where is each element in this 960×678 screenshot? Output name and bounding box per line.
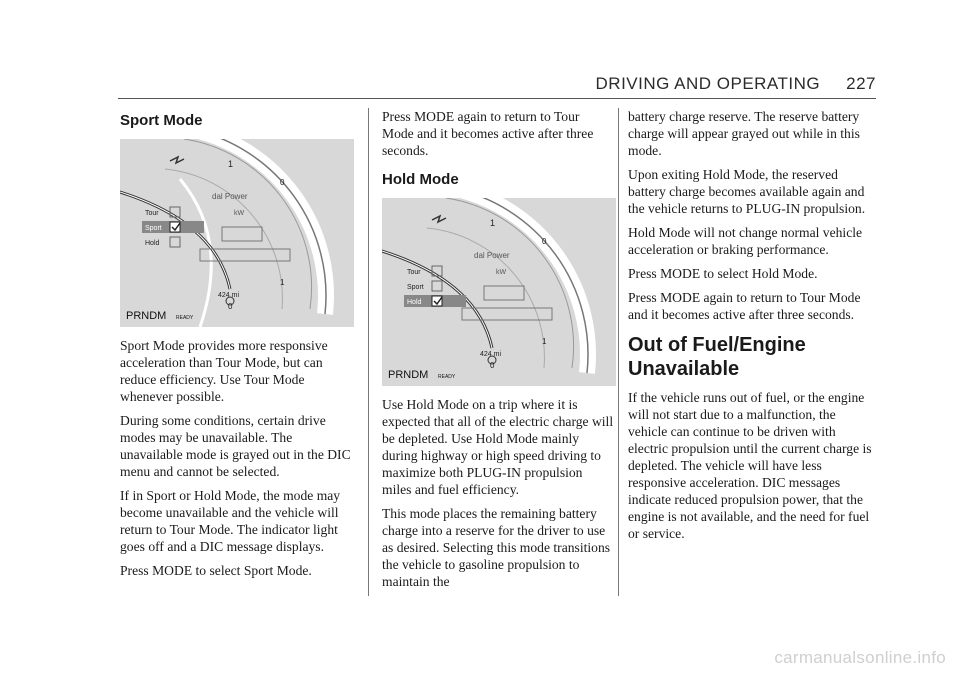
sport-mode-heading: Sport Mode xyxy=(120,112,203,129)
sport-paragraph-2: During some conditions, certain drive modes may be unavailable. The unavailable mode is grayed out in the DIC menu and cannot be selected. xyxy=(120,413,351,479)
fig-hold-label: Hold xyxy=(145,240,160,247)
fig-ready-label: READY xyxy=(438,374,456,380)
fig-tick-0b: 0 xyxy=(228,302,233,311)
out-of-fuel-paragraph: If the vehicle runs out of fuel, or the engine will not start due to a malfunction, the vehicle can continue to be driven with electric propulsion until the current charge is depleted. The vehicle will have less responsive acceleration. DIC messages indicate reduced propulsion power, that the engine is not available, and the need for fuel or service. xyxy=(628,390,872,541)
sport-paragraph-3: If in Sport or Hold Mode, the mode may become unavailable and the vehicle will return to Tour Mode. The indicator light goes off and a DIC message displays. xyxy=(120,488,341,554)
fig-tick-0: 0 xyxy=(542,237,547,246)
section-title: DRIVING AND OPERATING xyxy=(595,74,821,93)
fig-tick-1: 1 xyxy=(228,159,234,169)
fig-tick-1b: 1 xyxy=(280,278,285,287)
fig-tick-0: 0 xyxy=(280,178,285,187)
hold-continued-paragraph-3: Hold Mode will not change normal vehicle acceleration or braking performance. xyxy=(628,225,863,257)
hold-continued-paragraph-2: Upon exiting Hold Mode, the reserved battery charge becomes available again and the vehicle returns to PLUG-IN propulsion. xyxy=(628,167,866,216)
sport-mode-cluster-image xyxy=(120,139,354,327)
fig-kw-label: kW xyxy=(496,269,507,276)
column-2 xyxy=(382,108,614,597)
fig-ready-label: READY xyxy=(176,315,194,321)
hold-mode-heading: Hold Mode xyxy=(382,171,459,188)
cluster-illustration xyxy=(382,198,616,386)
fig-hold-label: Hold xyxy=(407,299,422,306)
hold-continued-paragraph-1: battery charge reserve. The reserve battery charge will appear grayed out while in this mode. xyxy=(628,109,860,158)
fig-tour-label: Tour xyxy=(145,210,159,217)
watermark: carmanualsonline.info xyxy=(774,648,946,667)
fig-kw-label: kW xyxy=(234,210,245,217)
hold-mode-cluster-image xyxy=(382,198,616,386)
fig-gear-label: PRNDM xyxy=(126,310,167,322)
header-rule xyxy=(118,98,876,99)
fig-gear-label: PRNDM xyxy=(388,369,429,381)
fig-tick-1b: 1 xyxy=(542,337,547,346)
hold-paragraph-2: This mode places the remaining battery charge into a reserve for the driver to use as desired. Selecting this mode transitions the vehicle to gasoline propulsion to maintain the xyxy=(382,506,611,589)
out-of-fuel-heading: Out of Fuel/Engine Unavailable xyxy=(628,334,806,380)
sport-paragraph-1: Sport Mode provides more responsive acceleration than Tour Mode, but can reduce efficiency. Use Tour Mode whenever possible. xyxy=(120,338,328,404)
fig-range-label: 424 mi xyxy=(218,292,240,299)
column-divider-1 xyxy=(368,108,369,596)
column-divider-2 xyxy=(618,108,619,596)
fig-tick-1: 1 xyxy=(490,218,496,228)
hold-continued-paragraph-4: Press MODE to select Hold Mode. xyxy=(628,266,818,281)
column-1 xyxy=(120,108,354,586)
hold-paragraph-1: Use Hold Mode on a trip where it is expected that all of the electric charge will be depleted. Use Hold Mode mainly during highway or high speed driving to maximize both PLUG-IN propulsion miles and fuel efficiency. xyxy=(382,397,614,497)
fig-sport-label: Sport xyxy=(407,284,424,291)
fig-tour-label: Tour xyxy=(407,269,421,276)
fig-power-label: dal Power xyxy=(474,251,510,260)
page-number: 227 xyxy=(846,74,876,93)
fig-tick-0b: 0 xyxy=(490,361,495,370)
fig-power-label: dal Power xyxy=(212,192,248,201)
column-3 xyxy=(628,108,874,549)
fig-range-label: 424 mi xyxy=(480,351,502,358)
fig-sport-label: Sport xyxy=(145,225,162,232)
hold-continued-paragraph-5: Press MODE again to return to Tour Mode and it becomes active after three seconds. xyxy=(628,290,861,322)
page-header xyxy=(596,74,876,94)
sport-return-paragraph: Press MODE again to return to Tour Mode and it becomes active after three seconds. xyxy=(382,109,594,158)
sport-paragraph-4: Press MODE to select Sport Mode. xyxy=(120,563,312,578)
cluster-illustration xyxy=(120,139,354,327)
